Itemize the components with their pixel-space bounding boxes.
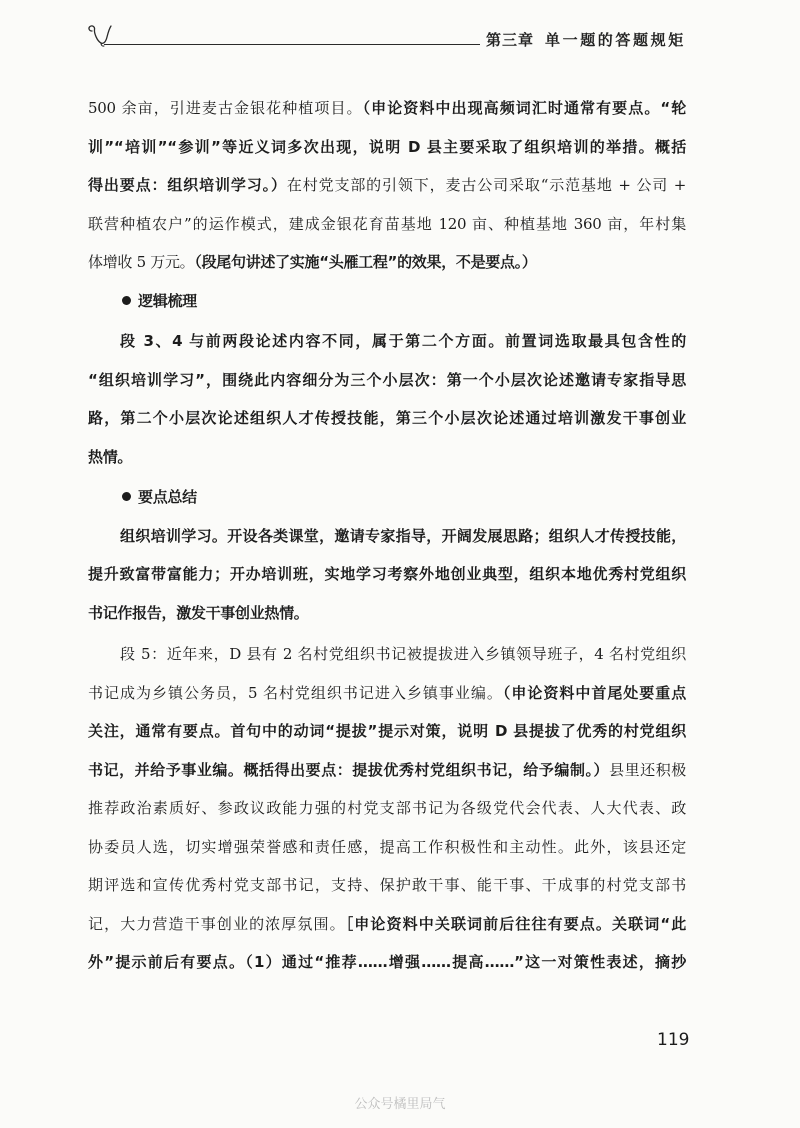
source-text: 书记成为乡镇公务员，5 名村党组织书记进入乡镇事业编。: [88, 683, 503, 702]
annotation-text: 关注，通常有要点。首句中的动词“提拔”提示对策，说明 D 县提拔了优秀的村党组织: [88, 722, 686, 740]
text-line: [88, 789, 686, 828]
text-line: 组织培训学习。开设各类课堂，邀请专家指导，开阔发展思路；组织人才传授技能，: [120, 526, 686, 545]
annotation-text: 书记，并给予事业编。概括得出要点：提拔优秀村党组织书记，给予编制。）: [88, 760, 610, 779]
section-heading: 要点总结: [138, 488, 197, 506]
text-line: [88, 674, 686, 713]
source-text: 体增收 5 万元。: [88, 253, 195, 271]
text-line: [88, 89, 686, 128]
text-line: [88, 635, 686, 674]
annotation-text: 外”提示前后有要点。（1）通过“推荐……增强……提高……”这一对策性表述，摘抄: [88, 953, 686, 971]
text-line: [88, 166, 686, 205]
text-line: [88, 866, 686, 905]
text-line: [88, 828, 686, 867]
header-rule: [104, 44, 480, 45]
header-chapter-title: 单一题的答题规矩: [545, 31, 686, 49]
text-line: [88, 243, 686, 282]
bullet-icon: [122, 492, 131, 501]
section-heading: 逻辑梳理: [138, 291, 197, 310]
source-text: 在村党支部的引领下，麦古公司采取“示范基地 + 公司 +: [286, 176, 686, 194]
text-line: 书记作报告，激发干事创业热情。: [88, 603, 309, 622]
source-text: 协委员人选，切实增强荣誉感和责任感，提高工作积极性和主动性。此外，该县还定: [88, 837, 686, 856]
text-line: [88, 943, 686, 982]
bullet-icon: [122, 296, 131, 305]
source-text: 县里还积极: [609, 760, 686, 779]
logic-review-paragraph: [88, 322, 686, 476]
source-text: 记，大力营造干事创业的浓厚氛围。: [88, 914, 346, 933]
source-text: 联营种植农户”的运作模式，建成金银花育苗基地 120 亩、种植基地 360 亩，年村集: [88, 214, 686, 233]
source-text: 推荐政治素质好、参政议政能力强的村党支部书记为各级党代会代表、人大代表、政: [88, 799, 686, 817]
text-line: 热情。: [88, 447, 133, 466]
text-line: 提升致富带富能力；开办培训班，实地学习考察外地创业典型，组织本地优秀村党组织: [88, 565, 686, 583]
text-line: “组织培训学习”，围绕此内容细分为三个小层次：第一个小层次论述邀请专家指导思: [88, 370, 686, 389]
source-text: 期评选和宣传优秀村党支部书记，支持、保护敢干事、能干事、干成事的村党支部书: [88, 876, 686, 894]
text-line: [88, 205, 686, 244]
header-chapter: 第三章: [486, 31, 535, 49]
annotation-text: 训”“培训”“参训”等近义词多次出现，说明 D 县主要采取了组织培训的举措。概括: [88, 137, 686, 156]
page-number: 119: [657, 1030, 690, 1050]
text-line: 段 3、4 与前两段论述内容不同，属于第二个方面。前置词选取最具包含性的: [120, 332, 686, 350]
key-points-heading: [88, 478, 686, 517]
paragraph-1: [88, 89, 686, 282]
text-line: [88, 128, 686, 167]
watermark: 公众号橘里局气: [354, 1097, 446, 1112]
annotation-text: （申论资料中出现高频词汇时通常有要点。“轮: [362, 99, 687, 117]
source-text: 段 5：近年来，D 县有 2 名村党组织书记被提拔进入乡镇领导班子，4 名村党组织: [120, 645, 686, 663]
paragraph-5: [88, 635, 686, 982]
text-line: [88, 905, 686, 944]
text-line: 路，第二个小层次论述组织人才传授技能，第三个小层次论述通过培训激发干事创业: [88, 409, 686, 427]
source-text: 500 余亩，引进麦古金银花种植项目。: [88, 99, 363, 117]
annotation-text: ［申论资料中关联词前后往往有要点。关联词“此: [345, 914, 686, 933]
body-text: [88, 89, 686, 982]
text-line: [88, 751, 686, 790]
annotation-text: 得出要点：组织培训学习。）: [88, 176, 287, 194]
text-line: [88, 712, 686, 751]
key-points-paragraph: [88, 517, 686, 633]
annotation-text: （段尾句讲述了实施“头雁工程”的效果，不是要点。）: [194, 253, 537, 271]
logic-review-heading: [88, 282, 686, 321]
annotation-text: （申论资料中首尾处要重点: [502, 683, 686, 702]
